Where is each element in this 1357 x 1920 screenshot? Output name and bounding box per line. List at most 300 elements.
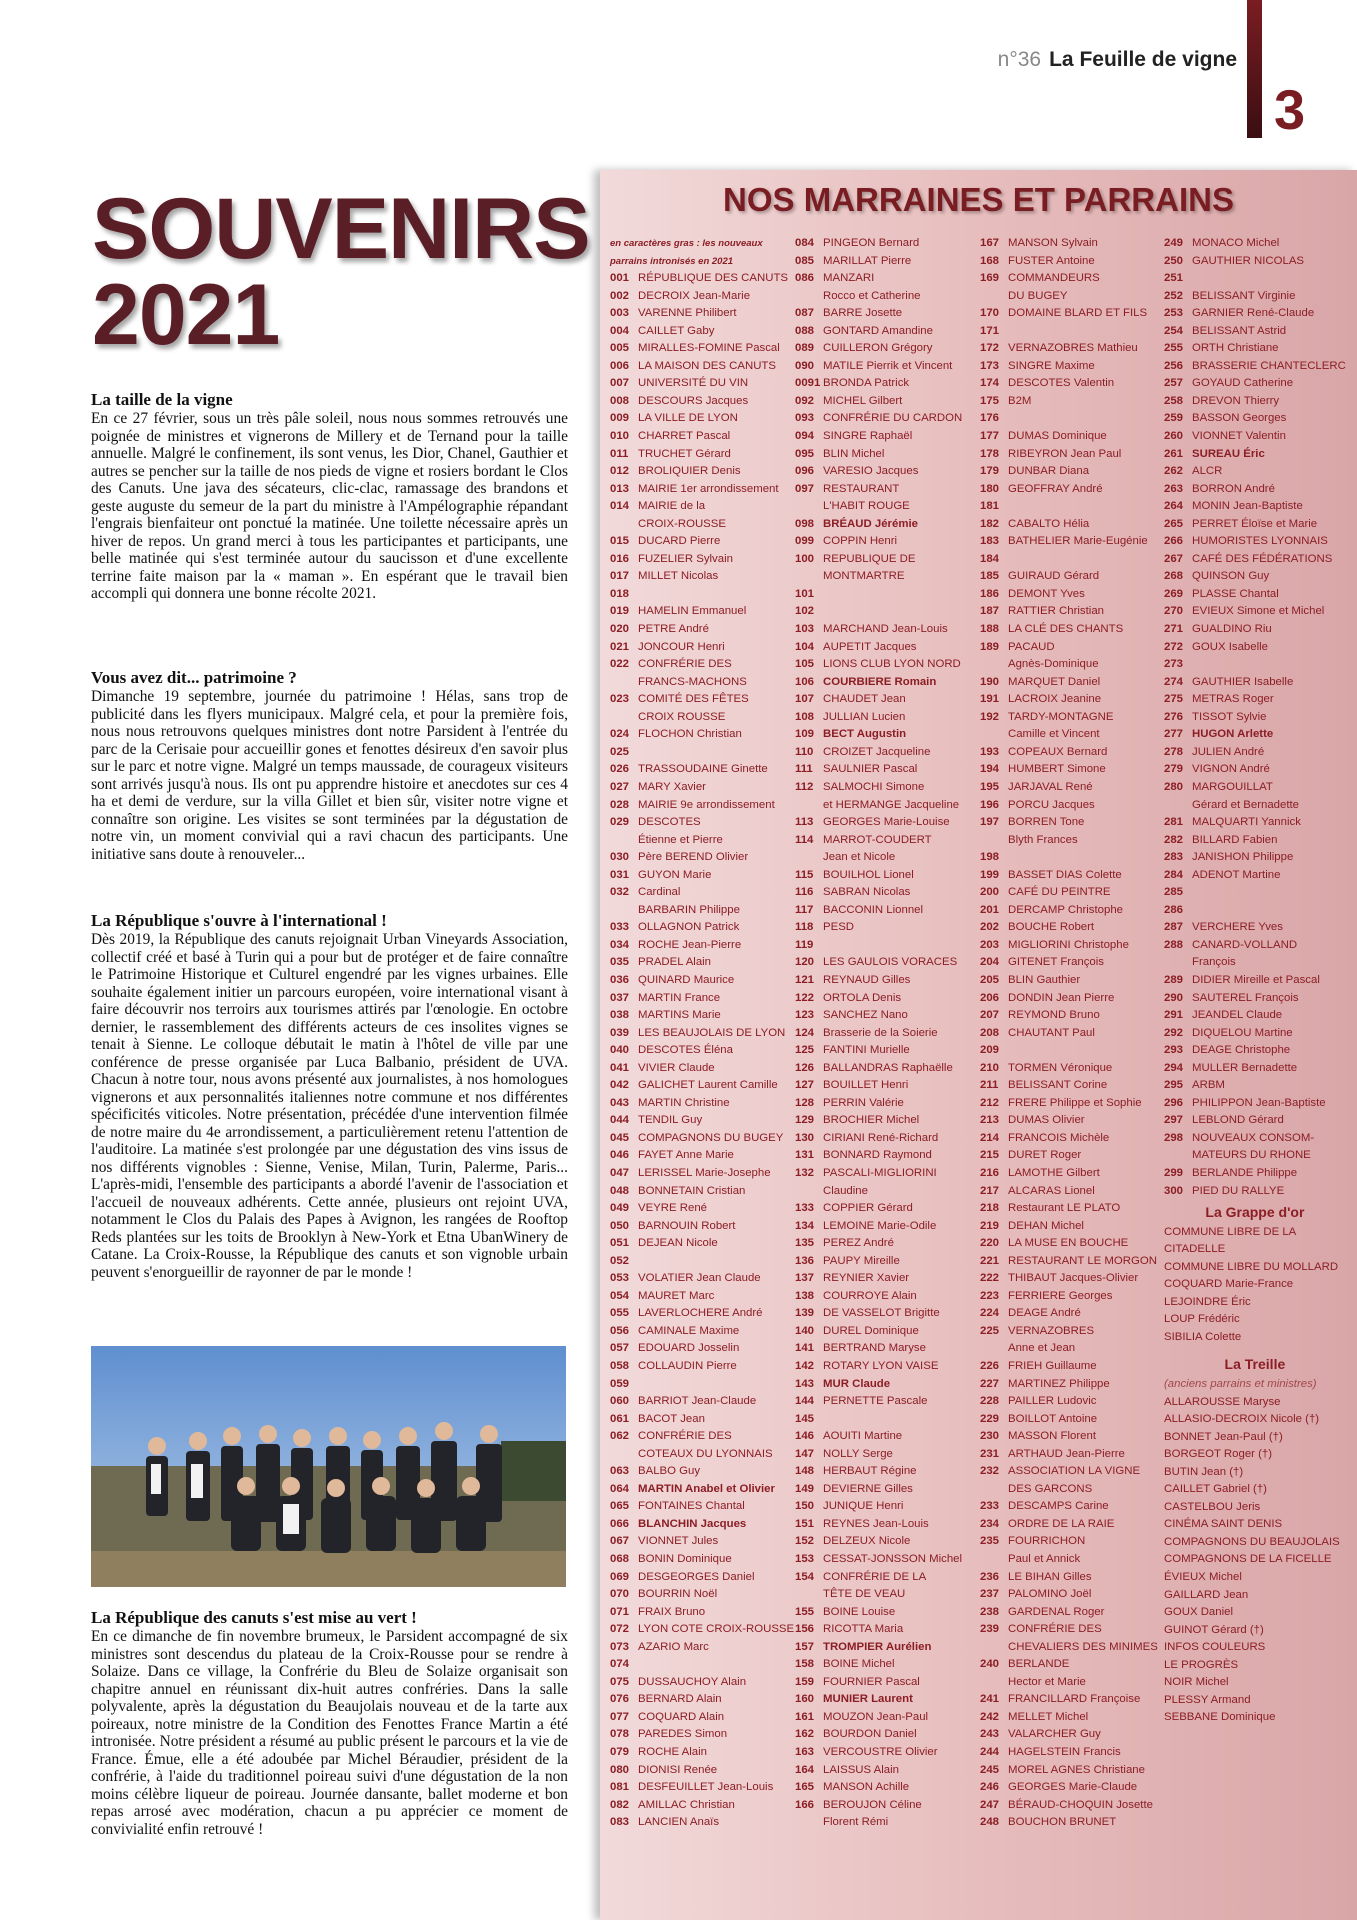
treille-entry: SEBBANE Dominique — [1164, 1711, 1276, 1724]
entry-name: DUMAS Dominique — [1008, 430, 1107, 443]
treille-entry: ALLASIO-DECROIX Nicole (†) — [1164, 1413, 1320, 1426]
entry-number: 131 — [795, 1149, 815, 1162]
entry-name: GONTARD Amandine — [823, 324, 933, 337]
entry-name: REYNES Jean-Louis — [823, 1517, 929, 1530]
entry-name: MOREL AGNES Christiane — [1008, 1763, 1145, 1776]
godparent-entry — [795, 340, 962, 358]
entry-name: DUSSAUCHOY Alain — [638, 1675, 747, 1688]
entry-name: CONFRÉRIE DU CARDON — [823, 412, 963, 425]
entry-name: DEAGE Christophe — [1192, 1044, 1291, 1057]
entry-name: GOYAUD Catherine — [1192, 377, 1294, 390]
godparent-entry — [795, 1165, 962, 1183]
entry-name: BROCHIER Michel — [823, 1114, 920, 1127]
grappe-list — [1164, 1224, 1346, 1347]
godparent-entry — [795, 1218, 962, 1236]
godparent-entry — [610, 954, 794, 972]
article-vert — [91, 1608, 568, 1838]
entry-number: 080 — [610, 1763, 630, 1776]
entry-name: ALCARAS Lionel — [1008, 1184, 1095, 1197]
entry-number: 243 — [980, 1728, 1000, 1741]
godparent-entry — [980, 1183, 1158, 1201]
entry-number: 036 — [610, 973, 630, 986]
entry-number: 196 — [980, 798, 1000, 811]
grappe-entry: SIBILIA Colette — [1164, 1330, 1242, 1343]
godparent-entry — [610, 779, 794, 797]
godparent-entry — [795, 358, 962, 376]
godparent-entry — [1164, 639, 1346, 657]
entry-number: 006 — [610, 359, 630, 372]
entry-name: Restaurant LE PLATO — [1008, 1202, 1121, 1215]
godparent-entry — [795, 1323, 962, 1341]
entry-name: BRONDA Patrick — [823, 377, 910, 390]
godparent-entry — [610, 1165, 794, 1183]
entry-number: 099 — [795, 535, 815, 548]
entry-name: ARBM — [1192, 1079, 1225, 1092]
godparent-entry — [1164, 761, 1346, 779]
entry-number: 193 — [980, 745, 1000, 758]
godparent-entry — [795, 1762, 962, 1780]
entry-number: 041 — [610, 1061, 630, 1074]
godparent-entry — [795, 1042, 962, 1060]
godparent-entry — [980, 1323, 1158, 1341]
godparent-entry — [610, 1183, 794, 1201]
entry-name: VARESIO Jacques — [823, 465, 919, 478]
entry-name: DES GARCONS — [1008, 1482, 1093, 1495]
godparent-entry — [980, 832, 1158, 850]
article-body: En ce dimanche de fin novembre brumeux, le Parsident accompagné de six ministres sont descendus du plateau de la Croix-Rousse pour se rendre à Solaize. Dans ce village, la Confrérie du Bleu de Solaize organisait son chapitre annuel en réunissant dix-huit autres confréries. Dans la salle polyvalente, après la dégustation du Beaujolais nouveau et de la tarte aux poireaux, notre ministre de la Condition des Fenottes France Martin a été intronisée. Notre président a résumé au public présent le parcours et la vie de France. Émue, elle a été adoubée par Michel Béraudier, président de la confrérie, à l'aide du traditionnel poireau suivi d'une dégustation de la non moins célèbre liqueur de poireau. Journée dansante, ballet moderne et bon repas arrosé avec modération, chacun a pu apprécier ce moment de convivialité enfin retrouvé ! — [91, 1628, 568, 1838]
godparent-entry — [980, 744, 1158, 762]
entry-number: 083 — [610, 1816, 630, 1829]
godparent-entry — [1164, 849, 1346, 867]
entry-number: 202 — [980, 921, 1000, 934]
entry-number: 208 — [980, 1026, 1000, 1039]
godparent-entry — [1164, 691, 1346, 709]
godparent-entry — [795, 990, 962, 1008]
entry-number: 103 — [795, 623, 815, 636]
godparent-entry — [610, 726, 794, 744]
godparent-entry — [795, 603, 962, 621]
entry-number: 168 — [980, 254, 1000, 267]
godparents-column-1 — [610, 235, 794, 1832]
godparent-entry — [980, 726, 1158, 744]
entry-name: MAURET Marc — [638, 1289, 715, 1302]
entry-number: 020 — [610, 623, 630, 636]
godparent-entry — [1164, 410, 1346, 428]
entry-name: CONFRÉRIE DES — [638, 1430, 732, 1443]
entry-name: MARQUET Daniel — [1008, 675, 1101, 688]
treille-entry: LE PROGRÈS — [1164, 1658, 1239, 1671]
entry-name: MARTIN France — [638, 991, 721, 1004]
godparent-entry — [1164, 498, 1346, 516]
godparent-entry — [610, 1709, 794, 1727]
godparent-entry — [980, 990, 1158, 1008]
entry-number: 178 — [980, 447, 1000, 460]
entry-name: BILLARD Fabien — [1192, 833, 1278, 846]
godparent-entry — [1164, 375, 1346, 393]
entry-number: 183 — [980, 535, 1000, 548]
entry-name: LES GAULOIS VORACES — [823, 956, 958, 969]
godparent-entry — [980, 1586, 1158, 1604]
entry-number: 166 — [795, 1798, 815, 1811]
entry-number: 158 — [795, 1658, 815, 1671]
entry-number: 026 — [610, 763, 630, 776]
entry-name: Agnès-Dominique — [1008, 658, 1099, 671]
godparent-entry — [980, 954, 1158, 972]
entry-number: 089 — [795, 342, 815, 355]
godparent-entry — [610, 428, 794, 446]
entry-name: PAUPY Mireille — [823, 1254, 900, 1267]
godparent-entry — [980, 919, 1158, 937]
godparent-entry — [795, 1007, 962, 1025]
entry-number: 177 — [980, 430, 1000, 443]
godparent-entry — [610, 1042, 794, 1060]
entry-name: EDOUARD Josselin — [638, 1342, 740, 1355]
entry-name: MAIRIE de la — [638, 500, 706, 513]
godparent-entry — [1164, 1147, 1346, 1165]
entry-name: TROMPIER Aurélien — [823, 1640, 932, 1653]
godparent-entry — [1164, 463, 1346, 481]
entry-name: AOUITI Martine — [823, 1430, 903, 1443]
godparent-entry — [980, 1270, 1158, 1288]
entry-number — [610, 516, 638, 534]
entry-name: LAISSUS Alain — [823, 1763, 899, 1776]
entry-number: 024 — [610, 728, 630, 741]
entry-name: BELISSANT Virginie — [1192, 289, 1296, 302]
entry-number: 014 — [610, 500, 630, 513]
treille-entry: BUTIN Jean (†) — [1164, 1465, 1244, 1478]
entry-name: Camille et Vincent — [1008, 728, 1100, 741]
godparent-entry — [980, 1691, 1158, 1709]
grappe-entry: LOUP Frédéric — [1164, 1313, 1240, 1326]
entry-number: 267 — [1164, 552, 1184, 565]
godparent-entry — [795, 884, 962, 902]
entry-number: 092 — [795, 394, 815, 407]
entry-number: 061 — [610, 1412, 630, 1425]
godparent-entry — [980, 253, 1158, 271]
entry-number: 123 — [795, 1009, 815, 1022]
entry-number: 277 — [1164, 728, 1184, 741]
entry-number: 205 — [980, 973, 1000, 986]
godparent-entry — [610, 937, 794, 955]
godparents-column-2 — [795, 235, 962, 1832]
grappe-title: La Grappe d'or — [1205, 1204, 1305, 1221]
godparent-entry — [1164, 656, 1346, 674]
entry-number: 045 — [610, 1131, 630, 1144]
entry-number: 246 — [980, 1781, 1000, 1794]
entry-name: BLIN Michel — [823, 447, 885, 460]
godparent-entry — [980, 1516, 1158, 1534]
entry-name: DUREL Dominique — [823, 1324, 919, 1337]
godparent-entry — [1164, 814, 1346, 832]
godparent-entry — [610, 586, 794, 604]
entry-name: CAMINALE Maxime — [638, 1324, 740, 1337]
godparent-entry — [980, 1042, 1158, 1060]
godparent-entry — [1164, 288, 1346, 306]
entry-name: REYMOND Bruno — [1008, 1009, 1100, 1022]
entry-name: FRANCS-MACHONS — [638, 675, 747, 688]
entry-name: RICOTTA Maria — [823, 1623, 904, 1636]
entry-number: 126 — [795, 1061, 815, 1074]
entry-name: BROLIQUIER Denis — [638, 465, 741, 478]
entry-number: 072 — [610, 1623, 630, 1636]
treille-entry: GUINOT Gérard (†) — [1164, 1623, 1264, 1636]
godparent-entry — [795, 1744, 962, 1762]
godparent-entry — [610, 1340, 794, 1358]
entry-name: DEVIERNE Gilles — [823, 1482, 913, 1495]
entry-number: 011 — [610, 447, 629, 460]
grappe-entry: LEJOINDRE Éric — [1164, 1295, 1251, 1308]
godparent-entry — [1164, 428, 1346, 446]
entry-name: Florent Rémi — [823, 1816, 889, 1829]
godparent-entry — [795, 410, 962, 428]
entry-number: 038 — [610, 1009, 630, 1022]
entry-number: 275 — [1164, 693, 1184, 706]
entry-number: 136 — [795, 1254, 815, 1267]
godparent-entry — [795, 849, 962, 867]
godparent-entry — [795, 1814, 962, 1832]
godparent-entry — [610, 797, 794, 815]
entry-name: FAYET Anne Marie — [638, 1149, 734, 1162]
entry-name: BECT Augustin — [823, 728, 907, 741]
godparent-entry — [610, 1288, 794, 1306]
entry-number: 227 — [980, 1377, 1000, 1390]
entry-name: BALBO Guy — [638, 1465, 701, 1478]
entry-number: 203 — [980, 938, 1000, 951]
entry-number: 248 — [980, 1816, 1000, 1829]
entry-name: MULLER Bernadette — [1192, 1061, 1298, 1074]
entry-number: 292 — [1164, 1026, 1184, 1039]
entry-name: LA MAISON DES CANUTS — [638, 359, 776, 372]
entry-number: 058 — [610, 1360, 630, 1372]
godparent-entry — [980, 639, 1158, 657]
entry-number: 211 — [980, 1079, 999, 1092]
entry-name: BARRE Josette — [823, 307, 903, 320]
godparent-entry — [610, 305, 794, 323]
entry-number: 266 — [1164, 535, 1184, 548]
treille-entry: ÉVIEUX Michel — [1164, 1571, 1242, 1584]
entry-name: FRERE Philippe et Sophie — [1008, 1096, 1142, 1109]
entry-number: 112 — [795, 780, 814, 793]
entry-number: 206 — [980, 991, 1000, 1004]
godparent-entry — [1164, 1077, 1346, 1095]
godparent-entry — [980, 516, 1158, 534]
entry-number: 046 — [610, 1149, 630, 1162]
entry-name: MARROT-COUDERT — [823, 833, 932, 846]
entry-number: 280 — [1164, 780, 1184, 793]
entry-name: LIONS CLUB LYON NORD — [823, 658, 961, 671]
godparent-entry — [610, 1095, 794, 1113]
entry-name: DEMONT Yves — [1008, 587, 1085, 600]
entry-name: DIQUELOU Martine — [1192, 1026, 1293, 1039]
entry-name: ALCR — [1192, 465, 1223, 478]
godparent-entry — [610, 463, 794, 481]
godparent-entry — [1164, 1042, 1346, 1060]
entry-number: 283 — [1164, 851, 1184, 864]
entry-number: 276 — [1164, 710, 1184, 723]
entry-number: 140 — [795, 1324, 815, 1337]
godparent-entry — [795, 1498, 962, 1516]
entry-number: 264 — [1164, 500, 1184, 513]
godparent-entry — [795, 288, 962, 306]
godparent-entry — [1164, 1095, 1346, 1113]
godparent-entry — [980, 1411, 1158, 1429]
entry-number: 064 — [610, 1482, 630, 1495]
entry-name: BELISSANT Corine — [1008, 1079, 1108, 1092]
treille-entry: PLESSY Armand — [1164, 1693, 1251, 1706]
godparent-entry — [980, 1463, 1158, 1481]
treille-entry: INFOS COULEURS — [1164, 1641, 1266, 1654]
godparent-entry — [795, 761, 962, 779]
entry-number: 023 — [610, 693, 630, 706]
godparent-entry — [610, 1744, 794, 1762]
entry-number: 037 — [610, 991, 630, 1004]
entry-name: QUINARD Maurice — [638, 973, 735, 986]
entry-name: MARTIN Christine — [638, 1096, 730, 1109]
godparent-entry — [1164, 533, 1346, 551]
entry-number: 172 — [980, 342, 1000, 355]
godparent-entry — [1164, 709, 1346, 727]
entry-name: JULIEN André — [1192, 745, 1265, 758]
entry-number: 271 — [1164, 623, 1184, 636]
entry-name: PERNETTE Pascale — [823, 1395, 928, 1408]
entry-number: 097 — [795, 482, 815, 495]
entry-number: 240 — [980, 1658, 1000, 1671]
entry-number: 289 — [1164, 973, 1184, 986]
entry-number: 298 — [1164, 1131, 1184, 1144]
entry-name: ADENOT Martine — [1192, 868, 1281, 881]
entry-name: L'HABIT ROUGE — [823, 500, 910, 513]
godparent-entry — [980, 340, 1158, 358]
entry-name: GEORGES Marie-Claude — [1008, 1781, 1138, 1794]
godparent-entry — [980, 1376, 1158, 1394]
godparent-entry — [980, 1709, 1158, 1727]
entry-number: 154 — [795, 1570, 815, 1583]
godparent-entry — [1164, 902, 1346, 920]
entry-number: 242 — [980, 1710, 1000, 1723]
godparent-entry — [795, 1446, 962, 1464]
entry-name: LA MUSE EN BOUCHE — [1008, 1237, 1129, 1250]
godparent-entry — [980, 235, 1158, 253]
entry-number: 043 — [610, 1096, 630, 1109]
entry-number: 088 — [795, 324, 815, 337]
godparent-entry — [610, 1604, 794, 1622]
entry-name: MASSON Florent — [1008, 1430, 1096, 1443]
godparent-entry — [1164, 446, 1346, 464]
godparent-entry — [795, 1183, 962, 1201]
entry-name: BOUILLET Henri — [823, 1079, 909, 1092]
godparent-entry — [610, 1569, 794, 1587]
godparent-entry — [795, 1551, 962, 1569]
entry-name: DESCOTES Valentin — [1008, 377, 1115, 390]
godparent-entry — [610, 1726, 794, 1744]
entry-name: DUCARD Pierre — [638, 535, 721, 548]
entry-number: 296 — [1164, 1096, 1184, 1109]
godparent-entry — [610, 551, 794, 569]
entry-number: 297 — [1164, 1114, 1184, 1127]
entry-number: 260 — [1164, 430, 1184, 443]
godparent-entry — [795, 744, 962, 762]
entry-name: SINGRE Raphaël — [823, 430, 913, 443]
godparents-list — [1164, 235, 1346, 1200]
entry-name: BASSON Georges — [1192, 412, 1287, 425]
entry-name: JARJAVAL René — [1008, 780, 1093, 793]
entry-number — [610, 674, 638, 692]
godparent-entry — [980, 1095, 1158, 1113]
entry-name: PAREDES Simon — [638, 1728, 728, 1741]
entry-name: SINGRE Maxime — [1008, 359, 1095, 372]
godparent-entry — [795, 305, 962, 323]
entry-name: GEORGES Marie-Louise — [823, 816, 950, 829]
entry-number: 127 — [795, 1079, 815, 1092]
entry-number: 191 — [980, 693, 1000, 706]
entry-name: VIGNON André — [1192, 763, 1270, 776]
entry-number: 035 — [610, 956, 630, 969]
entry-number: 032 — [610, 886, 630, 899]
godparent-entry — [980, 1393, 1158, 1411]
godparent-entry — [795, 709, 962, 727]
entry-number — [795, 288, 823, 306]
treille-subtitle: (anciens parrains et ministres) — [1164, 1378, 1317, 1390]
godparent-entry — [610, 1428, 794, 1446]
entry-name: Cardinal — [638, 886, 681, 899]
godparent-entry — [980, 270, 1158, 288]
entry-number: 239 — [980, 1623, 1000, 1636]
entry-name: HAGELSTEIN Francis — [1008, 1746, 1121, 1759]
entry-number: 141 — [795, 1342, 815, 1355]
entry-name: COURBIERE Romain — [823, 675, 937, 688]
godparent-entry — [795, 498, 962, 516]
entry-name: TRUCHET Gérard — [638, 447, 731, 460]
godparent-entry — [795, 1130, 962, 1148]
entry-number: 173 — [980, 359, 1000, 372]
entry-number: 157 — [795, 1640, 815, 1653]
godparent-entry — [795, 726, 962, 744]
entry-number: 060 — [610, 1395, 630, 1408]
entry-name: MUNIER Laurent — [823, 1693, 913, 1706]
godparent-entry — [980, 902, 1158, 920]
entry-name: ORTOLA Denis — [823, 991, 902, 1004]
entry-number: 287 — [1164, 921, 1184, 934]
entry-number: 008 — [610, 394, 630, 407]
godparent-entry — [795, 428, 962, 446]
entry-number: 222 — [980, 1272, 1000, 1285]
entry-name: BACCONIN Lionnel — [823, 903, 924, 916]
entry-number: 180 — [980, 482, 1000, 495]
godparent-entry — [795, 1095, 962, 1113]
entry-name: METRAS Roger — [1192, 693, 1274, 706]
entry-number: 050 — [610, 1219, 630, 1232]
entry-name: AMILLAC Christian — [638, 1798, 735, 1811]
entry-number: 069 — [610, 1570, 630, 1583]
entry-number: 066 — [610, 1517, 630, 1530]
entry-name: GEOFFRAY André — [1008, 482, 1103, 495]
entry-name: COQUARD Alain — [638, 1710, 725, 1723]
godparent-entry — [980, 1288, 1158, 1306]
godparent-entry — [610, 1639, 794, 1657]
godparent-entry — [1164, 1025, 1346, 1043]
entry-name: PHILIPPON Jean-Baptiste — [1192, 1096, 1326, 1109]
entry-name: FLOCHON Christian — [638, 728, 742, 741]
godparent-entry — [1164, 393, 1346, 411]
treille-entry: ALLAROUSSE Maryse — [1164, 1395, 1281, 1408]
entry-name: RIBEYRON Jean Paul — [1008, 447, 1122, 460]
entry-number — [795, 1586, 823, 1604]
entry-name: CROIX-ROUSSE — [638, 517, 726, 530]
godparent-entry — [610, 1674, 794, 1692]
entry-name: BERTRAND Maryse — [823, 1342, 926, 1355]
entry-number: 198 — [980, 851, 1000, 864]
entry-number: 215 — [980, 1149, 1000, 1162]
